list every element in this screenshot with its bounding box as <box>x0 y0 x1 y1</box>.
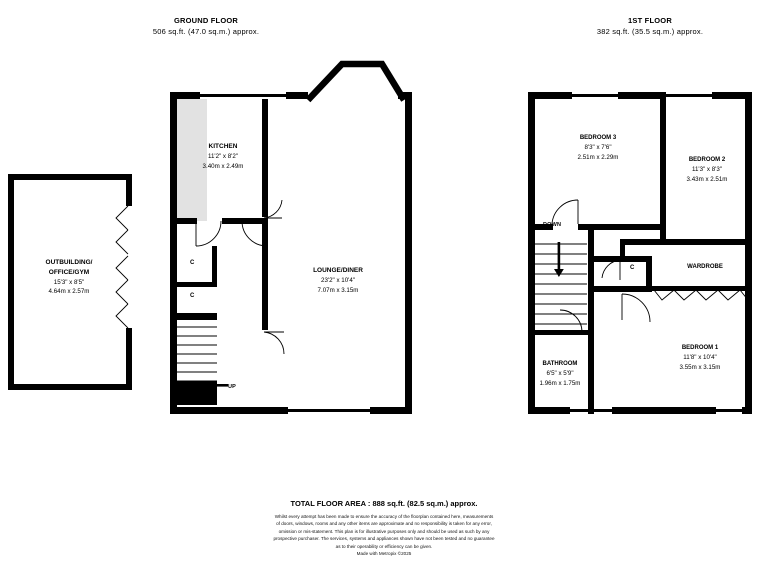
bathroom-dim-imperial: 6'5" x 5'9" <box>546 370 574 377</box>
cupboard-2-label: C <box>190 293 195 299</box>
gf-window-bottom <box>288 409 370 412</box>
disclaimer-line-3: omission or mis-statement. This plan is for illustrative purposes only and should be used as such by any <box>278 528 490 534</box>
disclaimer-line-2: of doors, windows, rooms and any other items are approximate and no responsibility is taken for any error, <box>276 521 492 527</box>
ground-floor-title: GROUND FLOOR <box>173 16 239 25</box>
bedroom3-label <box>537 134 659 163</box>
bedroom2-name: BEDROOM 2 <box>688 157 726 163</box>
outbuilding-wall-top <box>8 174 132 180</box>
gf-wall-cupboard-right <box>212 246 217 284</box>
bedroom2-label <box>666 156 748 185</box>
lounge-name: LOUNGE/DINER <box>313 267 363 274</box>
bathroom-door-icon <box>556 306 586 334</box>
bedroom1-dim-metric: 3.55m x 3.15m <box>679 364 721 371</box>
disclaimer <box>104 513 664 558</box>
kitchen-dim-imperial: 11'2" x 8'2" <box>207 152 239 160</box>
metropix-credit: Made with Metropix ©2025 <box>356 551 412 557</box>
stairs-treads-icon <box>177 318 219 408</box>
ff-wall-bottom-right <box>742 407 752 414</box>
ff-wall-bed2-bed1 <box>620 239 748 245</box>
outbuilding-dim-imperial: 15'3" x 8'5" <box>53 278 85 286</box>
outbuilding-label <box>10 258 128 297</box>
stairs-down-label: DOWN <box>543 222 562 228</box>
gf-wall-bottom-right <box>370 407 412 414</box>
wardrobe-doors-icon <box>652 288 750 304</box>
bathroom-label <box>530 360 590 389</box>
ff-wall-bottom-left <box>528 407 570 414</box>
first-floor-heading <box>550 16 750 38</box>
stairs-down-arrow-icon <box>552 242 566 278</box>
kitchen-inner-door-icon <box>262 196 286 222</box>
bathroom-name: BATHROOM <box>542 361 578 367</box>
kitchen-door-swing-icon <box>195 220 225 250</box>
ff-window-top-2 <box>666 94 712 97</box>
gf-wall-top-left <box>170 92 200 99</box>
first-floor-title: 1ST FLOOR <box>628 16 672 25</box>
bedroom3-name: BEDROOM 3 <box>579 135 617 141</box>
bedroom1-dim-imperial: 11'8" x 10'4" <box>683 354 717 361</box>
disclaimer-line-1: Whilst every attempt has been made to ensure the accuracy of the floorplan contained here, measurements <box>274 514 494 519</box>
lounge-hall-door-icon <box>262 330 288 358</box>
outbuilding-wall-right-upper <box>126 174 132 206</box>
gf-bay-outline <box>300 56 412 104</box>
bathroom-dim-metric: 1.96m x 1.75m <box>539 380 581 387</box>
gf-wall-bottom-left <box>170 407 288 414</box>
gf-wall-cupboard-mid <box>177 282 217 287</box>
cupboard-1-label: C <box>190 260 195 266</box>
lounge-dim-imperial: 23'2" x 10'4" <box>321 276 355 284</box>
kitchen-label <box>180 142 266 171</box>
bedroom2-dim-metric: 3.43m x 2.51m <box>686 176 728 183</box>
kitchen-dim-metric: 3.40m x 2.49m <box>202 162 244 170</box>
wardrobe-name: WARDROBE <box>687 264 723 270</box>
outbuilding-wall-right-lower <box>126 328 132 390</box>
gf-wall-left <box>170 92 177 414</box>
stairs-up-label: UP <box>228 384 237 390</box>
bedroom3-dim-metric: 2.51m x 2.29m <box>577 154 619 161</box>
outbuilding-wall-bottom <box>8 384 132 390</box>
ff-wall-bottom-mid <box>612 407 716 414</box>
ground-floor-heading <box>106 16 306 38</box>
bedroom1-label <box>652 344 748 373</box>
disclaimer-line-5: as to their operability or efficiency can be given. <box>335 543 433 549</box>
bedroom1-name: BEDROOM 1 <box>681 345 719 351</box>
bedroom1-door-icon <box>620 292 654 326</box>
gf-window-kitchen-top <box>200 94 286 97</box>
cupboard-3-label: C <box>630 265 635 271</box>
ff-wall-top-left <box>528 92 572 99</box>
gf-wall-right <box>405 92 412 414</box>
first-floor-area: 382 sq.ft. (35.5 sq.m.) approx. <box>596 26 704 36</box>
bedroom2-dim-imperial: 11'3" x 8'3" <box>691 166 723 173</box>
bedroom3-dim-imperial: 8'3" x 7'6" <box>584 144 612 151</box>
ff-wall-top-mid <box>618 92 666 99</box>
total-floor-area: TOTAL FLOOR AREA : 888 sq.ft. (82.5 sq.m.) approx. <box>290 499 478 508</box>
lounge-label <box>278 266 398 295</box>
ff-window-top-1 <box>572 94 618 97</box>
lounge-dim-metric: 7.07m x 3.15m <box>317 286 359 294</box>
cupboard-door-icon <box>600 258 624 284</box>
gf-wall-kitchen-bottom-a <box>177 218 197 224</box>
outbuilding-name-2: OFFICE/GYM <box>48 268 90 276</box>
kitchen-name: KITCHEN <box>208 143 238 150</box>
disclaimer-line-4: prospective purchaser. The services, systems and appliances shown have not been tested and no guarantee <box>273 536 495 542</box>
gf-wall-hall-right <box>262 224 268 330</box>
outbuilding-dim-metric: 4.64m x 2.57m <box>48 288 90 296</box>
ground-floor-area: 506 sq.ft. (47.0 sq.m.) approx. <box>152 26 260 36</box>
wardrobe-label <box>660 263 750 272</box>
outbuilding-name-1: OUTBUILDING/ <box>45 259 93 266</box>
